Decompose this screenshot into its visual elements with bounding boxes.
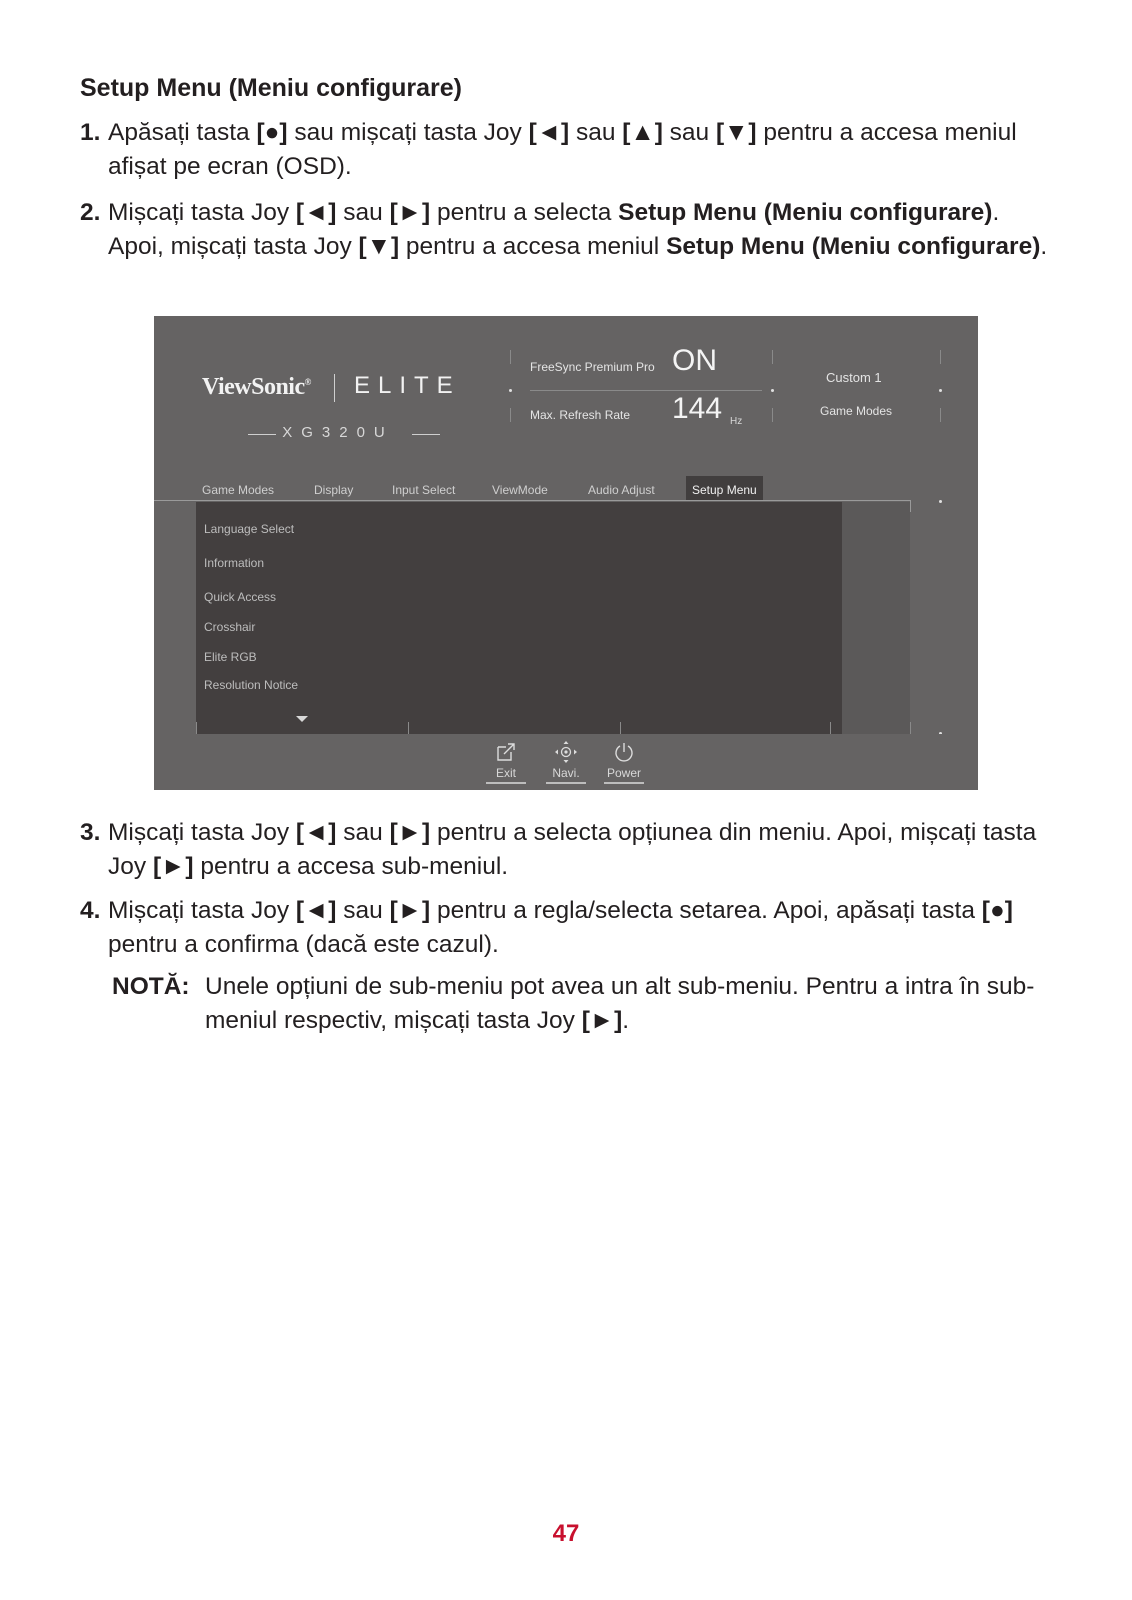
frame-line [772, 408, 773, 422]
power-underline [604, 782, 644, 784]
navigation-label: Navi. [552, 766, 580, 780]
tab-game-modes[interactable]: Game Modes [202, 483, 275, 497]
elite-logo: ELITE [354, 372, 461, 399]
tab-audio-adjust[interactable]: Audio Adjust [588, 483, 655, 497]
step-1 [80, 116, 1060, 184]
menu-item-elite-rgb[interactable]: Elite RGB [204, 650, 257, 664]
step-3 [80, 816, 1060, 884]
frame-line [196, 722, 197, 734]
model-name: XG320U [254, 424, 422, 441]
frame-line [510, 350, 511, 364]
refresh-rate-unit: Hz [730, 416, 743, 427]
frame-line [910, 722, 911, 734]
step-number: 3. [80, 819, 101, 846]
scroll-down-caret-icon[interactable] [296, 716, 308, 722]
frame-line [830, 722, 831, 734]
exit-underline [486, 782, 526, 784]
freesync-label: FreeSync Premium Pro [530, 360, 655, 374]
power-button[interactable] [604, 734, 644, 784]
step-text: Mișcați tasta Joy [◄] sau [►] pentru a selecta Setup Menu (Meniu configurare). Apoi, mișcați tasta Joy [▼] pentru a accesa meniul Setup Menu (Meniu configurare). [108, 199, 1048, 260]
step-number: 4. [80, 897, 101, 924]
step-text: Mișcați tasta Joy [◄] sau [►] pentru a regla/selecta setarea. Apoi, apăsați tasta [●] pentru a confirma (dacă este cazul). [108, 897, 1013, 958]
power-label: Power [606, 766, 641, 780]
menu-item-crosshair[interactable]: Crosshair [204, 620, 256, 634]
menu-item-information[interactable]: Information [204, 556, 265, 570]
exit-icon [494, 740, 518, 764]
logo-divider [334, 374, 335, 402]
page-number: 47 [552, 1520, 580, 1547]
frame-dot [939, 389, 942, 392]
frame-dot [509, 389, 512, 392]
section-heading: Setup Menu (Meniu configurare) [80, 74, 462, 102]
viewsonic-logo: ViewSonic® [202, 374, 311, 400]
navigation-button[interactable] [546, 734, 586, 784]
tab-display[interactable]: Display [314, 483, 354, 497]
tab-setup-menu[interactable]: Setup Menu [686, 476, 763, 500]
frame-line [510, 408, 511, 422]
osd-screenshot [154, 316, 978, 790]
refresh-rate-label: Max. Refresh Rate [530, 408, 631, 422]
menu-tabs [154, 476, 978, 500]
note-text: Unele opțiuni de sub-meniu pot avea un alt sub-meniu. Pentru a intra în sub-meniul respectiv, mișcați tasta Joy [►]. [205, 973, 1035, 1034]
step-text: Apăsați tasta [●] sau mișcați tasta Joy [◄] sau [▲] sau [▼] pentru a accesa meniul afișat pe ecran (OSD). [108, 119, 1017, 180]
power-icon [612, 740, 636, 764]
tab-viewmode[interactable]: ViewMode [492, 483, 548, 497]
navigation-underline [546, 782, 586, 784]
setup-menu-list [196, 502, 842, 734]
refresh-rate-value: 144 [672, 392, 723, 425]
step-4 [80, 894, 1060, 962]
frame-dot [771, 389, 774, 392]
frame-line [910, 500, 911, 512]
frame-line [620, 722, 621, 734]
frame-line [940, 408, 941, 422]
step-number: 2. [80, 199, 101, 226]
game-mode-value: Custom 1 [826, 370, 882, 385]
freesync-value: ON [672, 344, 717, 377]
exit-label: Exit [495, 766, 516, 780]
step-number: 1. [80, 119, 101, 146]
status-divider [530, 390, 762, 391]
note-label: NOTĂ: [112, 973, 190, 1000]
exit-button[interactable] [486, 734, 526, 784]
game-mode-label: Game Modes [820, 404, 893, 418]
step-2 [80, 196, 1060, 264]
tab-underline [154, 500, 910, 501]
menu-item-resolution-notice[interactable]: Resolution Notice [204, 678, 299, 692]
submenu-column [842, 502, 910, 734]
menu-item-quick-access[interactable]: Quick Access [204, 590, 277, 604]
frame-line [940, 350, 941, 364]
menu-item-language-select[interactable]: Language Select [204, 522, 295, 536]
step-text: Mișcați tasta Joy [◄] sau [►] pentru a selecta opțiunea din meniu. Apoi, mișcați tasta Joy [►] pentru a accesa sub-meniul. [108, 819, 1037, 880]
tab-input-select[interactable]: Input Select [392, 483, 456, 497]
frame-dot [939, 500, 942, 503]
note [112, 970, 1052, 1038]
frame-line [772, 350, 773, 364]
frame-line [408, 722, 409, 734]
joystick-navigation-icon [554, 740, 578, 764]
osd-control-bar [154, 734, 978, 790]
